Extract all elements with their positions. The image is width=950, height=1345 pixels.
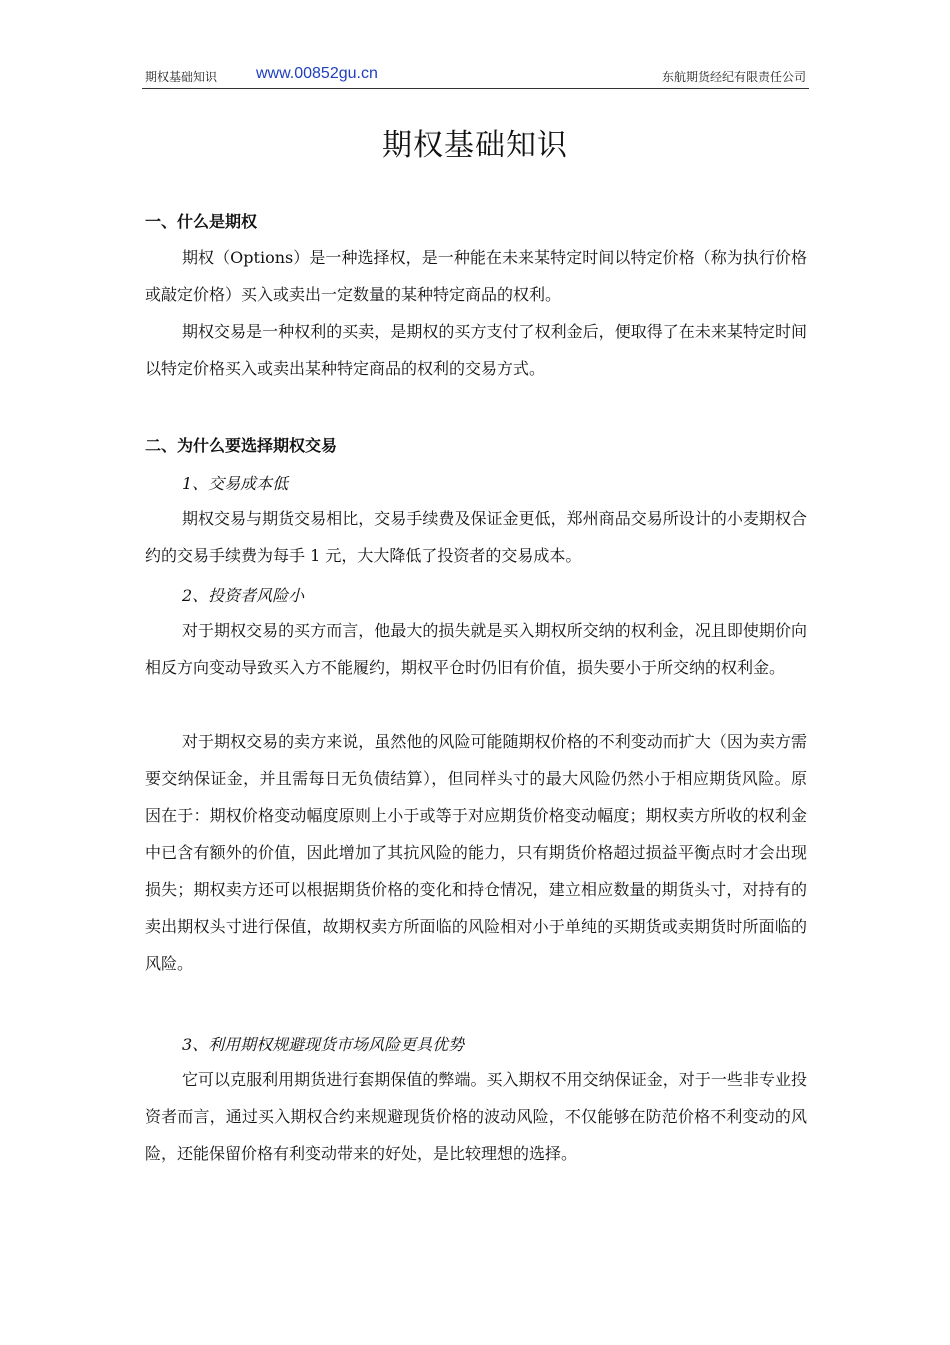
paragraph-seller-risk: 对于期权交易的卖方来说，虽然他的风险可能随期权价格的不利变动而扩大（因为卖方需要交纳保证金，并且需每日无负债结算），但同样头寸的最大风险仍然小于相应期货风险。原因在于：期权价格变动幅度原则上小于或等于对应期货价格变动幅度；期权卖方所收的权利金中已含有额外的价值，因此增加了其抗风险的能力，只有期货价格超过损益平衡点时才会出现损失；期权卖方还可以根据期货价格的变化和持仓情况，建立相应数量的期货头寸，对持有的卖出期权头寸进行保值，故期权卖方所面临的风险相对小于单纯的买期货或卖期货时所面临的风险。 [145,732,807,973]
subheading-hedging-advantage: 3、利用期权规避现货市场风险更具优势 [182,1035,465,1054]
paragraph-buyer-risk: 对于期权交易的买方而言，他最大的损失就是买入期权所交纳的权利金，况且即使期价向相反方向变动导致买入方不能履约，期权平仓时仍旧有价值，损失要小于所交纳的权利金。 [145,621,807,677]
subheading-low-risk: 2、投资者风险小 [182,586,305,605]
page-title: 期权基础知识 [382,128,568,163]
subheading-low-cost: 1、交易成本低 [182,474,289,493]
header-company-name: 东航期货经纪有限责任公司 [661,70,806,84]
section-heading-why-options: 二、为什么要选择期权交易 [145,436,338,455]
page-header [142,64,809,89]
paragraph-hedging-advantage: 它可以克服利用期货进行套期保值的弊端。买入期权不用交纳保证金，对于一些非专业投资者而言，通过买入期权合约来规避现货价格的波动风险，不仅能够在防范价格不利变动的风险，还能保留价格有利变动带来的好处，是比较理想的选择。 [145,1070,807,1163]
paragraph-option-trading: 期权交易是一种权利的买卖，是期权的买方支付了权利金后，便取得了在未来某特定时间以特定价格买入或卖出某种特定商品的权利的交易方式。 [145,322,807,378]
header-doc-title: 期权基础知识 [145,70,218,84]
paragraph-low-cost: 期权交易与期货交易相比，交易手续费及保证金更低，郑州商品交易所设计的小麦期权合约的交易手续费为每手 1 元，大大降低了投资者的交易成本。 [145,509,807,565]
header-url-link[interactable]: www.00852gu.cn [256,65,378,82]
section-heading-what-is-option: 一、什么是期权 [145,212,258,231]
paragraph-option-definition: 期权（Options）是一种选择权，是一种能在未来某特定时间以特定价格（称为执行价格或敲定价格）买入或卖出一定数量的某种特定商品的权利。 [145,248,807,304]
